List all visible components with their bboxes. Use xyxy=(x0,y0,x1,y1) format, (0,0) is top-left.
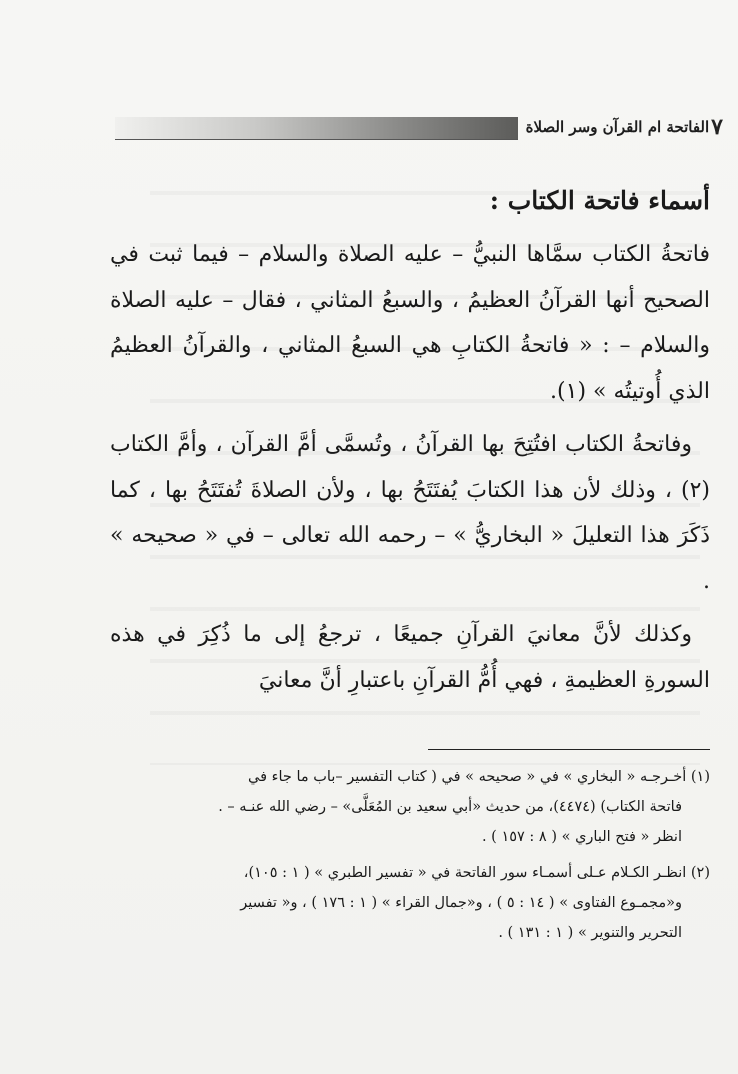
paragraph-2: وفاتحةُ الكتاب افتُتِحَ بها القرآنُ ، وتُسمَّى أمَّ القرآن ، وأمَّ الكتاب (٢) ، وذلك لأن هذا الكتابَ يُفتَتَحُ بها ، ولأن الصلاةَ تُفتَتَحُ بها ، كما ذَكَرَ هذا التعليلَ « البخاريُّ » – رحمه الله تعالى – في « صحيحه » . xyxy=(110,432,710,594)
footnote-2 xyxy=(110,858,710,948)
footnote-line: (٢) انظـر الكـلام عـلى أسمـاء سور الفاتحة في « تفسير الطبري » ( ١ : ١٠٥)، xyxy=(243,865,710,881)
paragraph-1: فاتحةُ الكتاب سمَّاها النبيُّ – عليه الصلاة والسلام – فيما ثبت في الصحيح أنها القرآنُ العظيمُ ، والسبعُ المثاني ، فقال – عليه الصلاة والسلام – : « فاتحةُ الكتابِ هي السبعُ المثاني ، والقرآنُ العظيمُ الذي أُوتيتُه » (١). xyxy=(110,242,710,404)
footnotes xyxy=(110,762,710,954)
footnote-line: و«مجمـوع الفتاوى » ( ١٤ : ٥ ) ، و«جمال القراء » ( ١ : ١٧٦ ) ، و« تفسير xyxy=(240,895,682,911)
footnote-line: انظر « فتح الباري » ( ٨ : ١٥٧ ) . xyxy=(481,829,682,845)
main-text xyxy=(110,178,710,711)
section-heading: أسماء فاتحة الكتاب : xyxy=(489,186,710,215)
footnote-divider xyxy=(428,749,710,750)
footnote-line: فاتحة الكتاب) (٤٤٧٤)، من حديث «أبي سعيد بن المُعَلَّى» – رضي الله عنـه – . xyxy=(218,799,682,815)
paragraph-3: وكذلك لأنَّ معانيَ القرآنِ جميعًا ، ترجعُ إلى ما ذُكِرَ في هذه السورةِ العظيمةِ ، فهي أُمُّ القرآنِ باعتبارِ أنَّ معانيَ xyxy=(110,622,710,693)
running-title: الفاتحة ام القرآن وسر الصلاة xyxy=(525,118,710,136)
footnote-line: (١) أخـرجـه « البخاري » في « صحيحه » في ( كتاب التفسير –باب ما جاء في xyxy=(248,769,710,785)
page-number: ٧ xyxy=(711,114,723,140)
footnote-line: التحرير والتنوير » ( ١ : ١٣١ ) . xyxy=(498,925,682,941)
footnote-1 xyxy=(110,762,710,852)
running-header xyxy=(115,113,723,141)
header-gradient-bar xyxy=(115,117,518,140)
